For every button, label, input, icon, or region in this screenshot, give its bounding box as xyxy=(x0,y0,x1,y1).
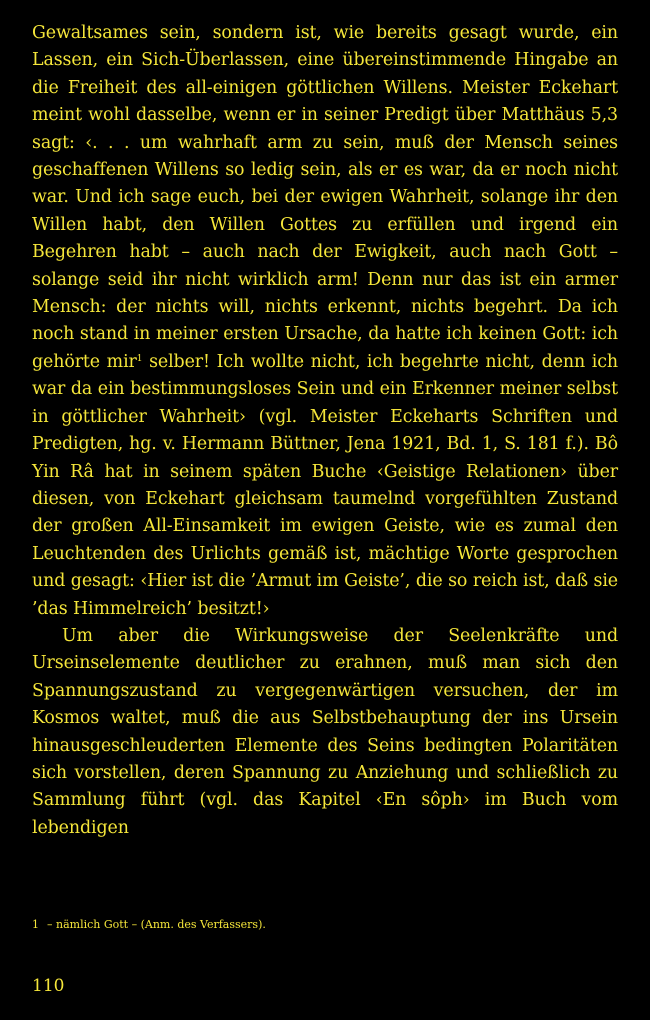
paragraph-1-text-b: selber! Ich wollte nicht, ich begehrte nicht, denn ich war da ein bestimmungsloses Sein und ein Erkenner meiner selbst in göttlicher Wahrheit› (vgl. Meister Eckeharts Schriften und Predigten, hg. v. Hermann Büttner, Jena 1921, Bd. 1, S. 181 f.). Bô Yin Râ hat in seinem späten Buche ‹Geistige Relationen› über diesen, von Eckehart gleichsam taumelnd vorgefühlten Zustand der großen All-Einsamkeit im ewigen Geiste, wie es zumal den Leuchtenden des Urlichts gemäß ist, mächtige Worte gesprochen und gesagt: ‹Hier ist die ’Armut im Geiste’, die so reich ist, daß sie ’das Himmelreich’ besitzt!› xyxy=(32,351,618,619)
paragraph-2: Um aber die Wirkungsweise der Seelenkräfte und Urseinselemente deutlicher zu erahnen, muß man sich den Spannungszustand zu vergegenwärtigen versuchen, der im Kosmos waltet, muß die aus Selbstbehauptung der ins Ursein hinausgeschleuderten Elemente des Seins bedingten Polaritäten sich vorstellen, deren Spannung zu Anziehung und schließlich zu Sammlung führt (vgl. das Kapitel ‹En sôph› im Buch vom lebendigen xyxy=(32,625,618,838)
paragraph-1-text-a: Gewaltsames sein, sondern ist, wie bereits gesagt wurde, ein Lassen, ein Sich-Überlassen, eine übereinstimmende Hingabe an die Freiheit des all-einigen göttlichen Willens. Meister Eckehart meint wohl dasselbe, wenn er in seiner Predigt über Matthäus 5,3 sagt: ‹. . . um wahrhaft arm zu sein, muß der Mensch seines geschaffenen Willens so ledig sein, als er es war, da er noch nicht war. Und ich sage euch, bei der ewigen Wahrheit, solange ihr den Willen habt, den Willen Gottes zu erfüllen und irgend ein Begehren habt – auch nach der Ewigkeit, auch nach Gott – solange seid ihr nicht wirklich arm! Denn nur das ist ein armer Mensch: der nichts will, nichts erkennt, nichts begehrt. Da ich noch stand in meiner ersten Ursache, da hatte ich keinen Gott: ich gehörte mir xyxy=(32,23,618,372)
page-number: 110 xyxy=(32,976,65,996)
page-body xyxy=(32,20,618,842)
paragraph-1 xyxy=(32,20,618,623)
footnote-reference: 1 xyxy=(136,353,143,364)
footnote-mark: 1 xyxy=(32,918,39,931)
footnote-text: – nämlich Gott – (Anm. des Verfassers). xyxy=(47,918,266,931)
footnote xyxy=(32,918,618,932)
